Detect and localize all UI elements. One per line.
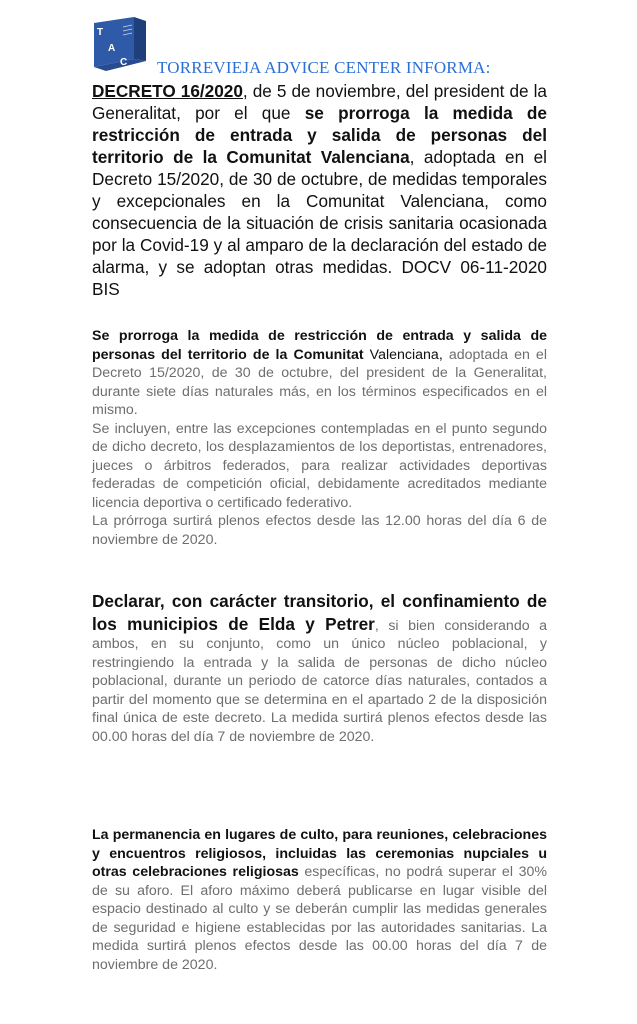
tac-logo [90,15,148,73]
decree-intro-paragraph [92,80,547,300]
extension-text-2: Se incluyen, entre las excepciones contempladas en el punto segundo de dicho decreto, los desplazamientos de los deportistas, entrenadores, jueces o árbitros federados, para realizar actividades deportivas federadas de competición oficial, debidamente acreditados mediante licencia deportiva o certificado federativo. [92,420,547,511]
decree-intro-text-1: , de 5 de noviembre, del president de la Generalitat, por el que [92,81,547,123]
extension-paragraph [92,327,547,549]
confinement-text: , si bien considerando a ambos, en su conjunto, como un único núcleo poblacional, y restringiendo la entrada y la salida de personas de dicho núcleo poblacional, durante un periodo de catorce días naturales, contados a partir del momento que se determina en el apartado 2 de la disposición final única de este decreto. La medida surtirá plenos efectos desde las 00.00 horas del día 7 de noviembre de 2020. [92,617,548,745]
confinement-paragraph [92,590,547,746]
logo-letter-a: A [108,43,116,54]
logo-letter-c: C [120,57,128,68]
header-title: TORREVIEJA ADVICE CENTER INFORMA: [157,58,491,77]
confinement-bold: Declarar, con carácter transitorio, el confinamiento de los municipios de Elda y Petrer [92,591,547,634]
decree-intro-bold: se prorroga la medida de restricción de entrada y salida de personas del territorio de la Comunitat Valenciana [92,103,547,167]
worship-paragraph [92,826,547,974]
decree-intro-text-2: , adoptada en el Decreto 15/2020, de 30 de octubre, de medidas temporales y excepcionales en la Comunitat Valenciana, como consecuencia de la situación de crisis sanitaria ocasionada por la Covid-19 y al amparo de la declaración del estado de alarma, y se adoptan otras medidas. DOCV 06-11-2020 BIS [92,147,547,299]
worship-text: específicas, no podrá superar el 30% de su aforo. El aforo máximo deberá publicarse en lugar visible del espacio destinado al culto y se deberán cumplir las medidas generales de seguridad e higiene establecidas por las autoridades sanitarias. La medida surtirá plenos efectos desde las 00.00 horas del día 7 de noviembre de 2020. [92,864,547,973]
extension-text-1: adoptada en el Decreto 15/2020, de 30 de octubre, del president de la Generalitat, durante siete días naturales más, en los términos especificados en el mismo. [92,346,547,418]
extension-text-3: La prórroga surtirá plenos efectos desde las 12.00 horas del día 6 de noviembre de 2020. [92,513,547,548]
decree-number: DECRETO 16/2020 [92,81,243,101]
worship-bold: La permanencia en lugares de culto, para reuniones, celebraciones y encuentros religiosos, incluidas las ceremonias nupciales u otras celebraciones religiosas [92,827,547,880]
extension-region: Valenciana, [369,346,443,363]
extension-bold: Se prorroga la medida de restricción de entrada y salida de personas del territorio de la Comunitat [92,328,547,363]
logo-letter-t: T [97,27,104,38]
